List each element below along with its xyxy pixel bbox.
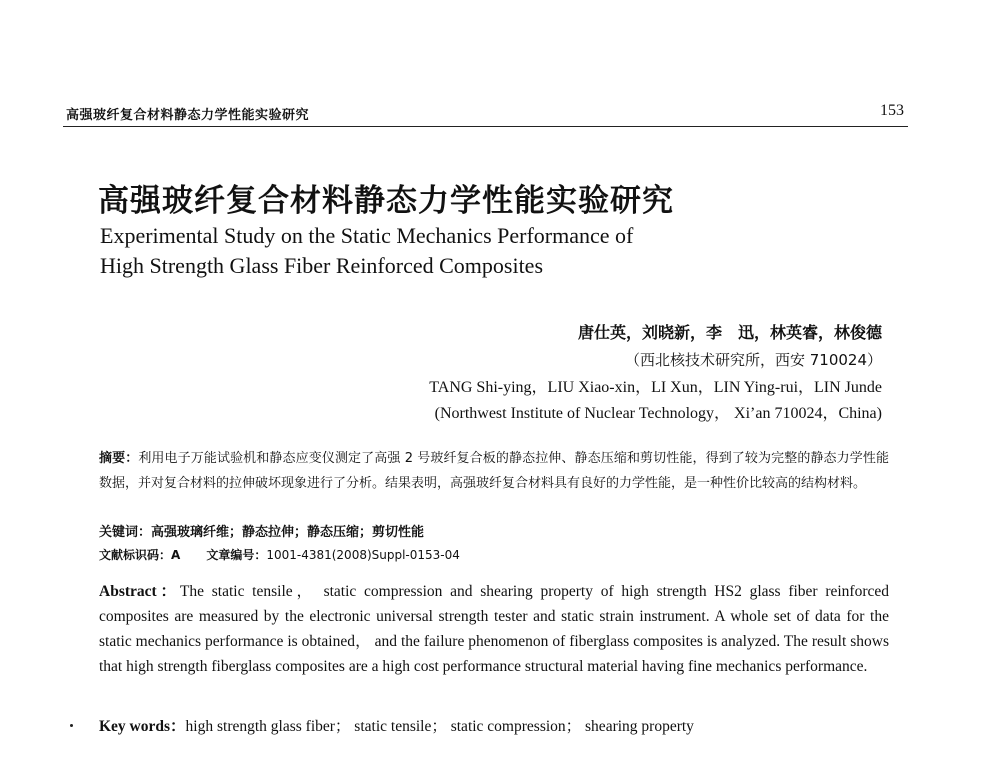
abstract-chinese-text: 利用电子万能试验机和静态应变仪测定了高强 2 号玻纤复合板的静态拉伸、静态压缩和剪切性能，得到了较为完整的静态力学性能数据，并对复合材料的拉伸破坏现象进行了分析。结果表明，高强玻纤复合材料具有良好的力学性能，是一种性价比较高的结构材料。 [99, 451, 889, 491]
margin-mark [70, 724, 73, 727]
article-number-label: 文章编号： [206, 548, 267, 562]
document-code-label: 文献标识码： [99, 548, 172, 562]
keywords-chinese [99, 521, 424, 540]
page-number: 153 [880, 102, 904, 119]
keywords-english-label: Key words： [99, 718, 186, 735]
title-english [100, 221, 633, 281]
title-chinese: 高强玻纤复合材料静态力学性能实验研究 [98, 183, 674, 219]
abstract-chinese-label: 摘要： [99, 451, 139, 466]
abstract-english [99, 579, 889, 679]
keywords-english [99, 714, 694, 736]
article-number: 1001-4381(2008)Suppl-0153-04 [266, 548, 460, 562]
running-header-title: 高强玻纤复合材料静态力学性能实验研究 [66, 108, 310, 123]
document-code: A [171, 548, 181, 562]
abstract-english-text: The static tensile， static compression and shearing property of high strength HS2 glass fiber reinforced composites are measured by the electronic universal strength tester and static strain instrument. A whole set of data for the static mechanics performance is obtained， and the failure phenomenon of fiberglass composites is analyzed. The result shows that high strength fiberglass composites are a high cost performance structural material having fine mechanics performance. [99, 583, 889, 675]
keywords-chinese-text: 高强玻璃纤维；静态拉伸；静态压缩；剪切性能 [151, 525, 425, 540]
keywords-english-text: high strength glass fiber； static tensile； static compression； shearing property [185, 718, 694, 735]
affiliation-chinese: （西北核技术研究所，西安 710024） [624, 351, 882, 369]
authors-english: TANG Shi-ying，LIU Xiao-xin，LI Xun，LIN Ying-rui，LIN Junde [429, 379, 882, 396]
authors-chinese: 唐仕英，刘晓新，李 迅，林英睿，林俊德 [577, 323, 882, 342]
title-english-line-2: High Strength Glass Fiber Reinforced Composites [100, 253, 544, 278]
document-codes [99, 546, 460, 563]
abstract-chinese [99, 446, 889, 496]
keywords-chinese-label: 关键词： [99, 525, 152, 540]
affiliation-english: (Northwest Institute of Nuclear Technology， Xi’an 710024，China) [434, 405, 882, 422]
abstract-english-label: Abstract： [99, 583, 180, 600]
header-rule [63, 126, 908, 127]
title-english-line-1: Experimental Study on the Static Mechanics Performance of [100, 223, 634, 248]
